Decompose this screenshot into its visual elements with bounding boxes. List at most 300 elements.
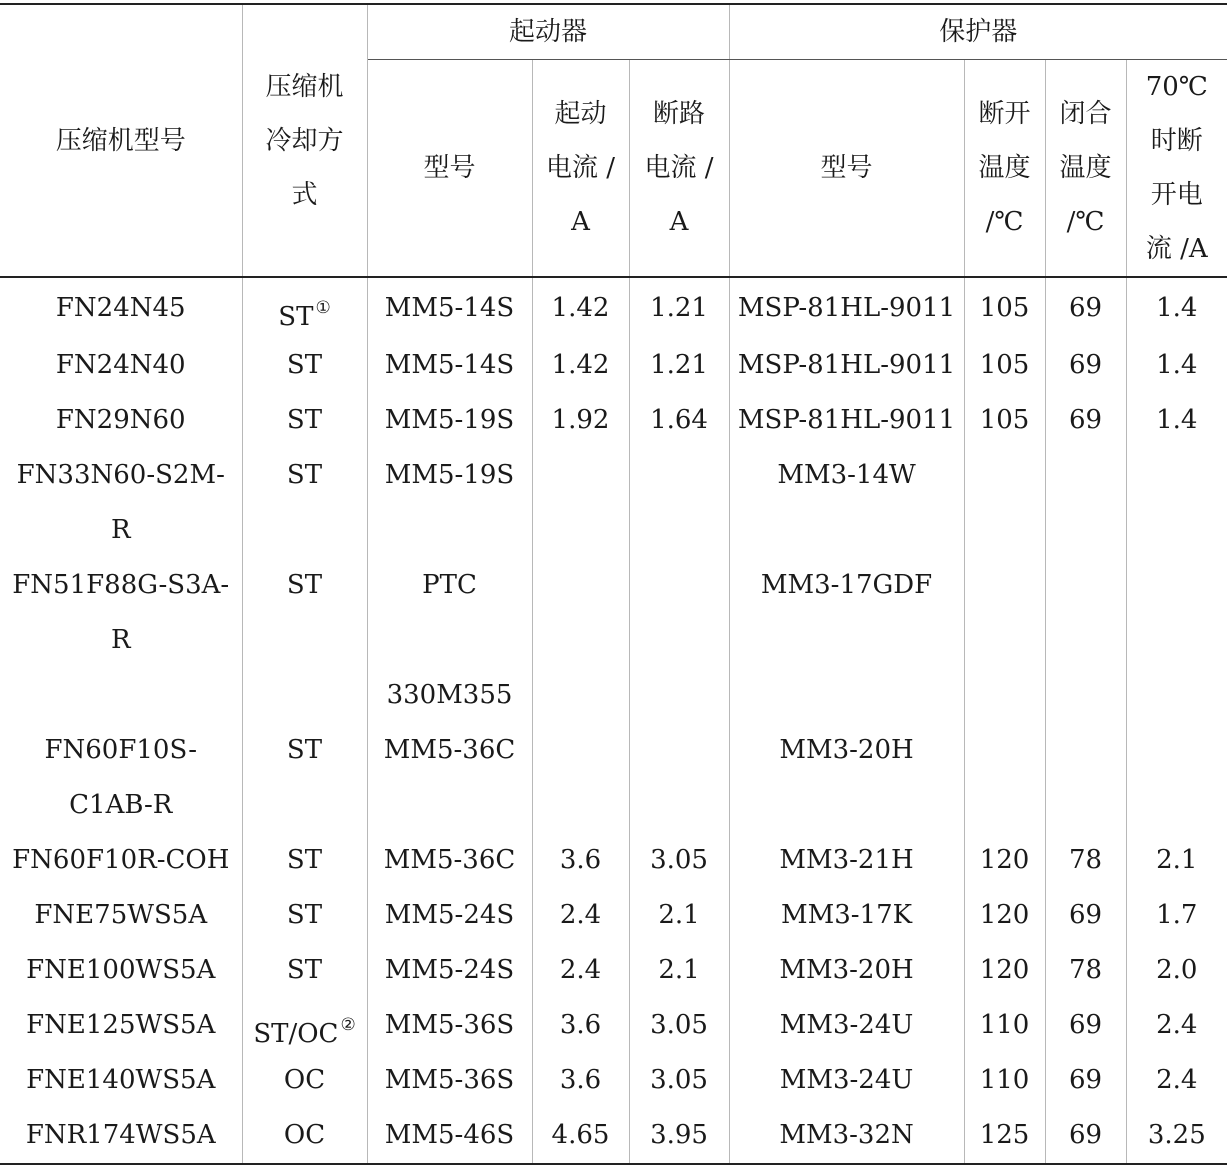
cell-start-current [532, 1108, 629, 1164]
header-starter-group: 起动器 [367, 4, 729, 60]
cell-value: OC [283, 1065, 326, 1095]
header-line: /℃ [1066, 207, 1105, 237]
cell-break-current [629, 393, 729, 448]
cell-value: 125 [979, 1120, 1030, 1150]
cell-protector-model [729, 668, 964, 833]
cell-on-temp [1045, 448, 1126, 558]
cell-line [1046, 1108, 1126, 1163]
cell-value: 110 [979, 1065, 1030, 1095]
cell-value: MM3-32N [779, 1120, 914, 1150]
cell-line [1046, 998, 1126, 1053]
cell-value: 110 [979, 1010, 1030, 1040]
cell-line: FN51F88G-S3A- [12, 570, 230, 600]
cell-value: 3.6 [559, 1065, 602, 1095]
cell-value: MM3-17GDF [760, 570, 933, 600]
header-line: 型号 [820, 153, 873, 183]
header-line: 开电 [1150, 180, 1203, 210]
cell-current-70 [1126, 998, 1227, 1053]
cell-line [243, 943, 367, 998]
cell-compressor-model [0, 668, 242, 833]
cell-value: ST [286, 350, 323, 380]
cell-line [630, 1108, 729, 1163]
cell-value: 1.21 [650, 293, 708, 323]
cell-value: 1.42 [551, 293, 610, 323]
header-line: 电流 / [644, 153, 714, 183]
cell-line [1127, 448, 1227, 503]
cell-value: 105 [979, 293, 1030, 323]
cell-line [1127, 723, 1227, 778]
cell-off-temp [964, 1053, 1045, 1108]
table-row [0, 888, 1227, 943]
cell-line [1127, 668, 1227, 723]
cell-current-70 [1126, 833, 1227, 888]
cell-line [965, 998, 1045, 1053]
cell-line: MM5-19S [384, 460, 515, 490]
cell-line [243, 1053, 367, 1108]
cell-cooling-method [242, 393, 367, 448]
cell-break-current [629, 1108, 729, 1164]
header-line: 压缩机型号 [55, 125, 186, 156]
cell-value: MSP-81HL-9011 [737, 293, 956, 323]
cell-protector-model [729, 558, 964, 668]
cell-value: 3.95 [650, 1120, 708, 1150]
cell-current-70 [1126, 558, 1227, 668]
header-line: 电流 / [545, 153, 616, 183]
cell-start-current [532, 393, 629, 448]
cell-protector-model [729, 393, 964, 448]
compressor-spec-table [0, 3, 1227, 1165]
table-row [0, 833, 1227, 888]
cell-start-current [532, 833, 629, 888]
cell-break-current [629, 277, 729, 338]
cell-compressor-model [0, 277, 242, 338]
header-line: 断开 [978, 99, 1031, 129]
cell-break-current [629, 448, 729, 558]
cell-protector-model [729, 338, 964, 393]
cell-line: MM5-24S [384, 955, 515, 985]
cell-value: 3.05 [650, 1065, 708, 1095]
cell-starter-model [367, 668, 532, 833]
cell-line [630, 833, 729, 888]
cell-line [533, 338, 629, 393]
header-line: 起动 [554, 99, 607, 129]
table-row [0, 998, 1227, 1053]
cell-line: PTC [422, 570, 477, 600]
cell-break-current [629, 888, 729, 943]
header-line: 型号 [423, 153, 476, 183]
cell-line [1046, 833, 1126, 888]
cell-line [243, 888, 367, 943]
table-row [0, 338, 1227, 393]
cell-on-temp [1045, 558, 1126, 668]
cell-protector-model [729, 888, 964, 943]
cell-value: MSP-81HL-9011 [737, 350, 956, 380]
cell-start-current [532, 1053, 629, 1108]
cell-starter-model [367, 888, 532, 943]
cell-line: FNE100WS5A [26, 955, 216, 985]
cell-value: 2.0 [1156, 955, 1198, 985]
header-break-current [629, 60, 729, 278]
cell-line [965, 338, 1045, 393]
cell-value: 78 [1068, 845, 1103, 875]
cell-current-70 [1126, 943, 1227, 998]
cell-line: FN24N45 [55, 293, 186, 323]
cell-off-temp [964, 888, 1045, 943]
cell-on-temp [1045, 277, 1126, 338]
cell-start-current [532, 943, 629, 998]
cell-line [730, 723, 964, 778]
table-row [0, 448, 1227, 558]
cell-line: 330M355 [386, 680, 513, 710]
cell-line [965, 833, 1045, 888]
cell-line [243, 668, 367, 723]
cell-start-current [532, 277, 629, 338]
cell-on-temp [1045, 1108, 1126, 1164]
cell-value: ST [286, 955, 323, 985]
header-protector-model [729, 60, 964, 278]
cell-compressor-model [0, 448, 242, 558]
cell-on-temp [1045, 833, 1126, 888]
cell-line [965, 503, 1045, 558]
table-row [0, 1108, 1227, 1164]
cell-value: 69 [1068, 350, 1103, 380]
cell-line [630, 943, 729, 998]
header-line: A [669, 207, 689, 237]
cell-line: MM5-14S [384, 350, 515, 380]
cell-break-current [629, 558, 729, 668]
cell-protector-model [729, 1053, 964, 1108]
cell-cooling-method [242, 833, 367, 888]
cell-line [1046, 888, 1126, 943]
cell-line [1046, 448, 1126, 503]
header-line: /℃ [985, 207, 1024, 237]
cell-line [730, 393, 964, 448]
cell-on-temp [1045, 668, 1126, 833]
cell-line [1046, 338, 1126, 393]
cell-line [1127, 1053, 1227, 1108]
cell-on-temp [1045, 998, 1126, 1053]
cell-starter-model [367, 1053, 532, 1108]
cell-line: R [110, 515, 131, 545]
cell-line [1127, 278, 1227, 338]
cell-value: 2.4 [1156, 1065, 1198, 1095]
cell-current-70 [1126, 1108, 1227, 1164]
cell-break-current [629, 668, 729, 833]
cell-line [243, 778, 367, 833]
cell-compressor-model [0, 1053, 242, 1108]
cell-off-temp [964, 448, 1045, 558]
cell-starter-model [367, 277, 532, 338]
cell-value: 105 [979, 405, 1030, 435]
cell-line: FN60F10R-COH [12, 845, 230, 875]
header-line: 时断 [1150, 126, 1203, 156]
cell-line [1127, 998, 1227, 1053]
cell-value: 78 [1068, 955, 1103, 985]
cell-starter-model [367, 338, 532, 393]
cell-line [630, 778, 729, 833]
cell-line [533, 613, 629, 668]
cell-value: 69 [1068, 293, 1103, 323]
cell-line [243, 998, 367, 1053]
cell-current-70 [1126, 393, 1227, 448]
cell-value: MM3-21H [779, 845, 914, 875]
cell-line [730, 778, 964, 833]
cell-line [243, 833, 367, 888]
cell-line [730, 613, 964, 668]
cell-line [965, 943, 1045, 998]
cell-value: 120 [979, 955, 1030, 985]
cell-break-current [629, 943, 729, 998]
cell-start-current [532, 558, 629, 668]
cell-line [368, 778, 532, 833]
cell-value: 3.25 [1147, 1120, 1206, 1150]
header-current-70 [1126, 60, 1227, 278]
table-body [0, 277, 1227, 1164]
cell-value: ST [286, 735, 323, 765]
cell-line: C1AB-R [69, 790, 173, 820]
cell-starter-model [367, 943, 532, 998]
cell-cooling-method [242, 558, 367, 668]
cell-line: MM5-19S [384, 405, 515, 435]
cell-value: ST [286, 460, 323, 490]
cell-line: FNE140WS5A [26, 1065, 216, 1095]
cell-value: 1.4 [1156, 405, 1198, 435]
cell-line: MM5-46S [384, 1120, 515, 1150]
cell-line [1127, 888, 1227, 943]
cell-starter-model [367, 448, 532, 558]
cell-value: ST [286, 405, 323, 435]
cell-value: 4.65 [551, 1120, 610, 1150]
cell-line [243, 613, 367, 668]
cell-value: 1.21 [650, 350, 708, 380]
cell-starter-model [367, 833, 532, 888]
cell-value: 3.05 [650, 845, 708, 875]
table-row [0, 943, 1227, 998]
cell-cooling-method [242, 1108, 367, 1164]
cell-break-current [629, 338, 729, 393]
cell-value: 69 [1068, 1010, 1103, 1040]
cell-off-temp [964, 998, 1045, 1053]
cell-off-temp [964, 277, 1045, 338]
cell-line [533, 723, 629, 778]
cell-value: 2.1 [658, 900, 700, 930]
cell-current-70 [1126, 1053, 1227, 1108]
cell-line [533, 448, 629, 503]
table-row [0, 393, 1227, 448]
cell-line [533, 1053, 629, 1108]
cell-line [243, 448, 367, 503]
cell-line: MM5-36S [384, 1065, 515, 1095]
cell-value: 105 [979, 350, 1030, 380]
cell-line [533, 888, 629, 943]
cell-line [630, 448, 729, 503]
cell-line [243, 278, 367, 338]
cell-line [630, 503, 729, 558]
cell-value: 2.4 [1156, 1010, 1198, 1040]
cell-compressor-model [0, 998, 242, 1053]
cell-value: 2.1 [1156, 845, 1198, 875]
cell-line [730, 558, 964, 613]
cell-line [630, 1053, 729, 1108]
cell-value: 1.4 [1156, 293, 1198, 323]
cell-line [533, 668, 629, 723]
cell-current-70 [1126, 448, 1227, 558]
cell-line: FNE125WS5A [26, 1010, 216, 1040]
cell-line [1046, 503, 1126, 558]
cell-line [1127, 778, 1227, 833]
cell-line [965, 668, 1045, 723]
cell-line [243, 723, 367, 778]
header-off-temp [964, 60, 1045, 278]
cell-line [965, 278, 1045, 338]
cell-line [730, 338, 964, 393]
cell-value: 3.05 [650, 1010, 708, 1040]
cell-line [630, 998, 729, 1053]
cell-off-temp [964, 393, 1045, 448]
cell-line [965, 558, 1045, 613]
cell-line: FN60F10S- [44, 735, 198, 765]
cell-current-70 [1126, 338, 1227, 393]
cell-value: 120 [979, 900, 1030, 930]
header-on-temp [1045, 60, 1126, 278]
header-line: 冷却方 [265, 125, 344, 156]
header-line: 温度 [978, 153, 1031, 183]
cell-line [965, 888, 1045, 943]
cell-value: 1.4 [1156, 350, 1198, 380]
cell-cooling-method [242, 998, 367, 1053]
cell-start-current [532, 448, 629, 558]
cell-line [533, 278, 629, 338]
table-header [0, 4, 1227, 277]
cell-break-current [629, 998, 729, 1053]
cell-value: 3.6 [559, 845, 602, 875]
cell-line: FN24N40 [55, 350, 186, 380]
cell-line [730, 1108, 964, 1163]
header-line: 式 [291, 179, 318, 210]
cell-line: FN33N60-S2M- [16, 460, 225, 490]
cell-on-temp [1045, 888, 1126, 943]
cell-value: 69 [1068, 1065, 1103, 1095]
cell-protector-model [729, 833, 964, 888]
table-row [0, 558, 1227, 668]
cell-line [730, 943, 964, 998]
cell-line [965, 1108, 1045, 1163]
cell-line [1127, 1108, 1227, 1163]
cell-line [533, 778, 629, 833]
cell-value: MSP-81HL-9011 [737, 405, 956, 435]
footnote-marker: ① [315, 298, 331, 318]
cell-line [630, 613, 729, 668]
cell-value: 1.92 [551, 405, 610, 435]
cell-line [630, 278, 729, 338]
cell-line [243, 558, 367, 613]
cell-compressor-model [0, 393, 242, 448]
cell-off-temp [964, 668, 1045, 833]
cell-start-current [532, 338, 629, 393]
cell-line [1127, 503, 1227, 558]
cell-protector-model [729, 1108, 964, 1164]
cell-cooling-method [242, 448, 367, 558]
cell-value: 2.4 [559, 900, 602, 930]
cell-cooling-method [242, 1053, 367, 1108]
cell-current-70 [1126, 888, 1227, 943]
cell-value: ST [286, 570, 323, 600]
cell-value: 69 [1068, 900, 1103, 930]
cell-value: 120 [979, 845, 1030, 875]
cell-value: 1.64 [650, 405, 708, 435]
cell-value: ST [278, 302, 314, 332]
table-row [0, 277, 1227, 338]
cell-on-temp [1045, 393, 1126, 448]
cell-line: MM5-36C [383, 735, 516, 765]
cell-cooling-method [242, 277, 367, 338]
cell-on-temp [1045, 943, 1126, 998]
header-start-current [532, 60, 629, 278]
cell-line [1127, 833, 1227, 888]
cell-value: ST [286, 900, 323, 930]
cell-on-temp [1045, 1053, 1126, 1108]
cell-line [1127, 943, 1227, 998]
cell-compressor-model [0, 833, 242, 888]
cell-value: MM3-17K [780, 900, 913, 930]
header-line: 压缩机 [265, 71, 344, 102]
cell-line [730, 833, 964, 888]
cell-value: MM3-14W [777, 460, 916, 490]
cell-line [1127, 338, 1227, 393]
cell-break-current [629, 1053, 729, 1108]
cell-cooling-method [242, 888, 367, 943]
cell-compressor-model [0, 1108, 242, 1164]
cell-line [730, 278, 964, 338]
header-protector-group: 保护器 [729, 4, 1227, 60]
cell-line [730, 668, 964, 723]
table-row [0, 1053, 1227, 1108]
cell-off-temp [964, 1108, 1045, 1164]
cell-line [1127, 558, 1227, 613]
cell-line [1046, 1053, 1126, 1108]
cell-compressor-model [0, 558, 242, 668]
header-line: 70℃ [1145, 72, 1208, 102]
cell-starter-model [367, 1108, 532, 1164]
cell-value: 3.6 [559, 1010, 602, 1040]
footnote-marker: ② [340, 1015, 356, 1035]
header-line: A [571, 207, 590, 237]
cell-line [630, 888, 729, 943]
header-line: 温度 [1059, 153, 1112, 183]
cell-line [1046, 943, 1126, 998]
cell-line [630, 723, 729, 778]
cell-value: 1.42 [551, 350, 610, 380]
cell-line [368, 503, 532, 558]
cell-line [243, 393, 367, 448]
cell-protector-model [729, 998, 964, 1053]
cell-line [730, 998, 964, 1053]
cell-line [1127, 393, 1227, 448]
cell-compressor-model [0, 943, 242, 998]
cell-line [730, 448, 964, 503]
cell-line [243, 503, 367, 558]
cell-break-current [629, 833, 729, 888]
cell-protector-model [729, 448, 964, 558]
cell-line [1046, 613, 1126, 668]
header-starter-model [367, 60, 532, 278]
cell-line [533, 558, 629, 613]
cell-line [630, 393, 729, 448]
cell-line [965, 448, 1045, 503]
cell-current-70 [1126, 668, 1227, 833]
cell-line [533, 998, 629, 1053]
cell-line: FNR174WS5A [25, 1120, 216, 1150]
